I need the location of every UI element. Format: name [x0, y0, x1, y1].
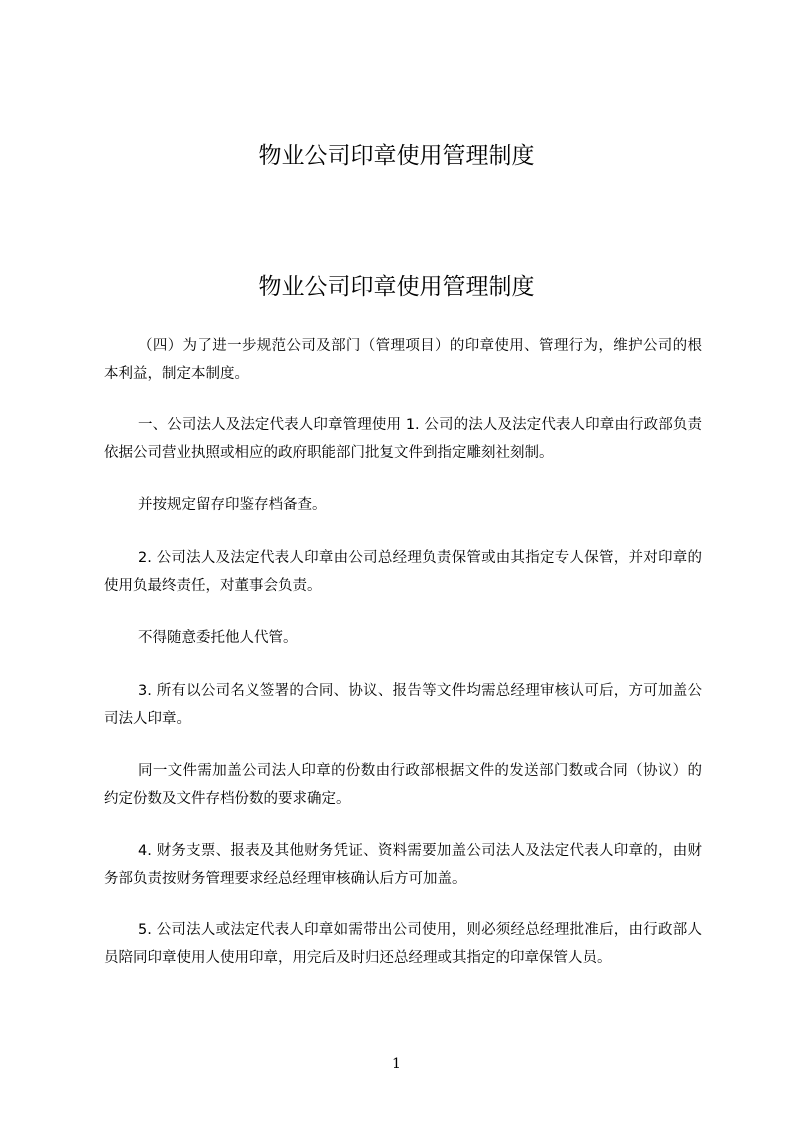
page-number: 1 — [392, 1056, 401, 1072]
paragraph-item-5: 5. 公司法人或法定代表人印章如需带出公司使用，则必须经总经理批准后，由行政部人员陪同印章使用人使用印章，用完后及时归还总经理或其指定的印章保管人员。 — [104, 922, 702, 966]
paragraph-no-delegation: 不得随意委托他人代管。 — [138, 630, 298, 646]
paragraph-section-1-item-1: 一、公司法人及法定代表人印章管理使用 1. 公司的法人及法定代表人印章由行政部负责依据公司营业执照或相应的政府职能部门批复文件到指定雕刻社刻制。 — [104, 417, 702, 461]
paragraph-record-keeping: 并按规定留存印鉴存档备查。 — [138, 497, 327, 513]
paragraph-purpose: （四）为了进一步规范公司及部门（管理项目）的印章使用、管理行为，维护公司的根本利益，制定本制度。 — [104, 338, 702, 382]
paragraph-item-4: 4. 财务支票、报表及其他财务凭证、资料需要加盖公司法人及法定代表人印章的，由财务部负责按财务管理要求经总经理审核确认后方可加盖。 — [104, 843, 702, 887]
paragraph-item-3: 3. 所有以公司名义签署的合同、协议、报告等文件均需总经理审核认可后，方可加盖公司法人印章。 — [104, 683, 702, 727]
paragraph-item-2: 2. 公司法人及法定代表人印章由公司总经理负责保管或由其指定专人保管，并对印章的使用负最终责任，对董事会负责。 — [104, 550, 702, 594]
paragraph-copies: 同一文件需加盖公司法人印章的份数由行政部根据文件的发送部门数或合同（协议）的约定份数及文件存档份数的要求确定。 — [104, 763, 702, 807]
document-title: 物业公司印章使用管理制度 — [258, 274, 535, 300]
document-header-title: 物业公司印章使用管理制度 — [258, 143, 535, 169]
